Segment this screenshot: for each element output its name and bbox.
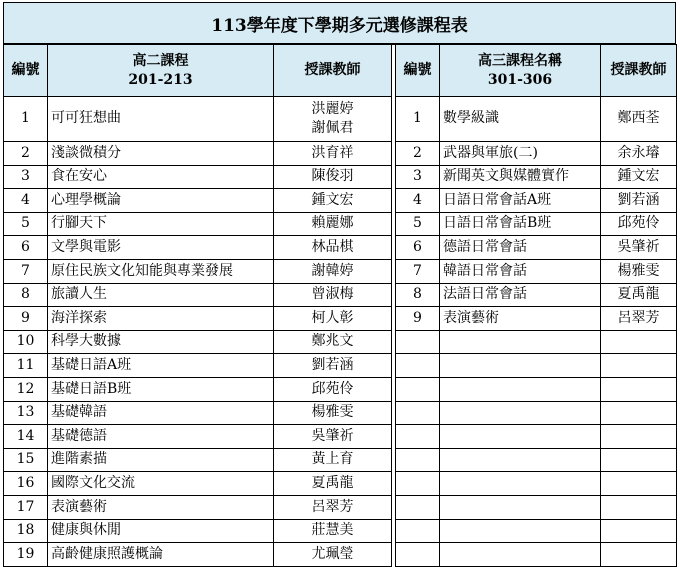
course-name: 科學大數據 (48, 330, 274, 354)
teacher-name (601, 472, 677, 496)
table-row (4, 377, 392, 401)
table-row (396, 236, 677, 260)
table-row (396, 354, 677, 378)
table-row (396, 330, 677, 354)
table-row (4, 543, 392, 567)
course-name: 食在安心 (48, 165, 274, 189)
table-row (396, 142, 677, 166)
course-name: 原住民族文化知能與專業發展 (48, 259, 274, 283)
course-name: 武器與軍旅(二) (440, 142, 601, 166)
table-row (396, 259, 677, 283)
teacher-name (601, 425, 677, 449)
table-row (396, 401, 677, 425)
course-name: 韓語日常會話 (440, 259, 601, 283)
teacher-name: 夏禹龍 (274, 472, 392, 496)
row-number: 9 (4, 307, 48, 331)
table-row (396, 472, 677, 496)
table-row (4, 236, 392, 260)
table-row (4, 97, 392, 142)
table-row (396, 189, 677, 213)
course-name: 基礎日語A班 (48, 354, 274, 378)
row-number: 7 (396, 259, 440, 283)
course-name: 高齡健康照護概論 (48, 543, 274, 567)
row-number: 4 (4, 189, 48, 213)
teacher-name: 曾淑梅 (274, 283, 392, 307)
row-number: 14 (4, 425, 48, 449)
course-name: 海洋探索 (48, 307, 274, 331)
course-name: 日語日常會話B班 (440, 212, 601, 236)
row-number: 12 (4, 377, 48, 401)
teacher-name: 吳肇祈 (274, 425, 392, 449)
row-number (396, 330, 440, 354)
teacher-name: 吳肇祈 (601, 236, 677, 260)
row-number: 18 (4, 519, 48, 543)
course-header-line2: 301-306 (487, 71, 553, 88)
course-name (440, 354, 601, 378)
table-row (396, 543, 677, 567)
course-name: 德語日常會話 (440, 236, 601, 260)
teacher-name (601, 377, 677, 401)
teacher-name: 邱苑伶 (274, 377, 392, 401)
row-number: 1 (4, 97, 48, 142)
teacher-name-secondary: 謝佩君 (311, 120, 354, 136)
row-number (396, 354, 440, 378)
table-row (4, 425, 392, 449)
schedule-sheet (3, 2, 676, 565)
row-number: 15 (4, 448, 48, 472)
teacher-name (601, 495, 677, 519)
course-name: 心理學概論 (48, 189, 274, 213)
row-number: 4 (396, 189, 440, 213)
row-number: 2 (396, 142, 440, 166)
row-number: 2 (4, 142, 48, 166)
course-name (440, 448, 601, 472)
table-row (396, 165, 677, 189)
teacher-name (601, 543, 677, 567)
row-number: 6 (4, 236, 48, 260)
teacher-name (601, 330, 677, 354)
course-name: 進階素描 (48, 448, 274, 472)
teacher-name: 鄭兆文 (274, 330, 392, 354)
course-name (440, 495, 601, 519)
table-row (396, 519, 677, 543)
row-number (396, 543, 440, 567)
course-name: 新聞英文與媒體實作 (440, 165, 601, 189)
teacher-name: 尤珮瑩 (274, 543, 392, 567)
course-name: 法語日常會話 (440, 283, 601, 307)
course-header (440, 45, 601, 97)
row-number: 5 (396, 212, 440, 236)
course-name: 旅讀人生 (48, 283, 274, 307)
table-row (396, 307, 677, 331)
table-row (4, 519, 392, 543)
course-name: 基礎日語B班 (48, 377, 274, 401)
course-header-line2: 201-213 (128, 71, 193, 88)
teacher-name: 鍾文宏 (601, 165, 677, 189)
row-number: 1 (396, 97, 440, 142)
row-number: 3 (4, 165, 48, 189)
course-name: 基礎德語 (48, 425, 274, 449)
teacher-name (601, 448, 677, 472)
course-name: 健康與休閒 (48, 519, 274, 543)
course-name (440, 472, 601, 496)
teacher-name: 洪育祥 (274, 142, 392, 166)
num-header: 編號 (4, 45, 48, 97)
teacher-name: 夏禹龍 (601, 283, 677, 307)
row-number (396, 401, 440, 425)
teacher-name: 楊雅雯 (601, 259, 677, 283)
teacher-name: 柯人彰 (274, 307, 392, 331)
table-row (4, 307, 392, 331)
course-name (440, 543, 601, 567)
teacher-name: 楊雅雯 (274, 401, 392, 425)
teacher-name: 邱苑伶 (601, 212, 677, 236)
teacher-name: 呂翠芳 (601, 307, 677, 331)
course-name (440, 401, 601, 425)
row-number: 9 (396, 307, 440, 331)
table-row (4, 330, 392, 354)
course-name: 表演藝術 (440, 307, 601, 331)
course-name: 表演藝術 (48, 495, 274, 519)
row-number: 10 (4, 330, 48, 354)
teacher-name: 鍾文宏 (274, 189, 392, 213)
num-header: 編號 (396, 45, 440, 97)
course-header (48, 45, 274, 97)
teacher-name: 黃上育 (274, 448, 392, 472)
row-number (396, 495, 440, 519)
table-row (4, 212, 392, 236)
table-row (4, 189, 392, 213)
teacher-name: 賴麗娜 (274, 212, 392, 236)
course-name: 行腳天下 (48, 212, 274, 236)
table-header-row (4, 45, 392, 97)
course-name: 文學與電影 (48, 236, 274, 260)
teacher-name: 劉若涵 (274, 354, 392, 378)
teacher-header: 授課教師 (601, 45, 677, 97)
table-row (4, 401, 392, 425)
course-name: 國際文化交流 (48, 472, 274, 496)
grade-11-table (3, 44, 392, 567)
row-number: 3 (396, 165, 440, 189)
table-row (4, 259, 392, 283)
course-name: 淺談微積分 (48, 142, 274, 166)
row-number: 19 (4, 543, 48, 567)
table-row (4, 354, 392, 378)
grade-12-table (395, 44, 677, 567)
teacher-name: 謝韓婷 (274, 259, 392, 283)
teacher-name: 劉若涵 (601, 189, 677, 213)
teacher-name: 呂翠芳 (274, 495, 392, 519)
table-row (4, 283, 392, 307)
teacher-name: 陳俊羽 (274, 165, 392, 189)
teacher-name: 余永璿 (601, 142, 677, 166)
course-name (440, 330, 601, 354)
row-number (396, 448, 440, 472)
table-row (4, 472, 392, 496)
teacher-name: 莊慧美 (274, 519, 392, 543)
teacher-name: 鄭西荃 (601, 97, 677, 142)
table-row (4, 448, 392, 472)
row-number (396, 519, 440, 543)
teacher-name (601, 519, 677, 543)
course-name (440, 425, 601, 449)
row-number (396, 472, 440, 496)
row-number (396, 425, 440, 449)
table-row (396, 283, 677, 307)
table-row (396, 97, 677, 142)
table-header-row (396, 45, 677, 97)
row-number: 5 (4, 212, 48, 236)
teacher-header: 授課教師 (274, 45, 392, 97)
course-name: 可可狂想曲 (48, 97, 274, 142)
row-number: 8 (4, 283, 48, 307)
table-row (396, 448, 677, 472)
course-name: 基礎韓語 (48, 401, 274, 425)
table-row (4, 142, 392, 166)
course-header-line1: 高三課程名稱 (478, 53, 562, 70)
teacher-name: 林品棋 (274, 236, 392, 260)
row-number: 8 (396, 283, 440, 307)
teacher-name (601, 401, 677, 425)
row-number: 7 (4, 259, 48, 283)
row-number (396, 377, 440, 401)
table-row (396, 377, 677, 401)
teacher-name (601, 354, 677, 378)
page-title: 113學年度下學期多元選修課程表 (3, 2, 676, 45)
course-header-line1: 高二課程 (132, 53, 189, 70)
course-name: 數學級識 (440, 97, 601, 142)
table-row (396, 425, 677, 449)
row-number: 13 (4, 401, 48, 425)
course-name (440, 377, 601, 401)
row-number: 11 (4, 354, 48, 378)
course-name (440, 519, 601, 543)
table-row (4, 495, 392, 519)
table-row (396, 212, 677, 236)
course-name: 日語日常會話A班 (440, 189, 601, 213)
teacher-name-primary: 洪麗婷 (311, 101, 354, 118)
table-row (396, 495, 677, 519)
teacher-name (274, 97, 392, 142)
row-number: 6 (396, 236, 440, 260)
row-number: 16 (4, 472, 48, 496)
table-row (4, 165, 392, 189)
row-number: 17 (4, 495, 48, 519)
